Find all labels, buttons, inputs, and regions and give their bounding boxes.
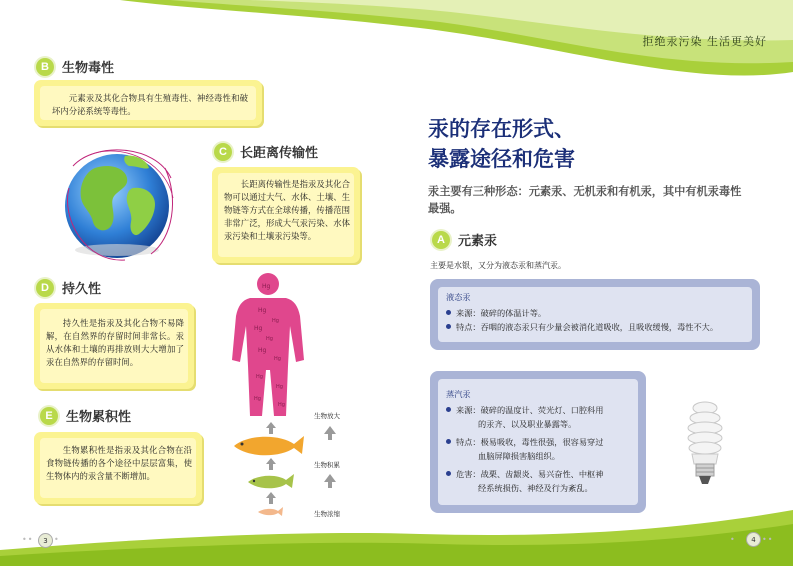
- section-e-header: [40, 406, 131, 425]
- vapor-mercury-box: [430, 371, 646, 513]
- slogan: 拒绝汞污染 生活更美好: [642, 35, 767, 48]
- svg-text:Hg: Hg: [258, 307, 267, 314]
- svg-text:Hg: Hg: [278, 402, 285, 408]
- main-title: [428, 114, 575, 174]
- page-dots-left: ••: [22, 535, 34, 544]
- page-dots-right-2: ••: [762, 535, 774, 544]
- section-c-title: 长距离传输性: [240, 146, 319, 161]
- accumulation-text: 生物累积性是指汞及其化合物在沿食物链传播的各个途径中层层富集，使生物体内的汞含量不断增加。: [46, 445, 192, 481]
- section-d-title: 持久性: [62, 282, 102, 297]
- svg-text:Hg: Hg: [272, 318, 279, 324]
- main-title-line1: 汞的存在形式、: [428, 117, 575, 141]
- human-body-figure: [228, 270, 308, 420]
- transport-box: [212, 167, 360, 263]
- svg-text:Hg: Hg: [254, 325, 263, 332]
- badge-d: D: [36, 279, 54, 297]
- label-bioconcentration: 生物浓缩: [314, 510, 340, 518]
- food-chain-fish: [228, 420, 308, 520]
- vapor-mercury-list: [446, 403, 636, 495]
- svg-text:Hg: Hg: [258, 347, 267, 354]
- page-number-left: 3: [38, 533, 53, 548]
- svg-text:Hg: Hg: [262, 283, 271, 290]
- globe-icon: [55, 138, 185, 273]
- list-item: 特点：极易吸收，毒性很强，很容易穿过 血脑屏障损害脑组织。: [446, 435, 636, 463]
- page-dots-left-2: •: [54, 535, 60, 544]
- label-bioaccumulation: 生物积累: [314, 461, 340, 469]
- svg-text:Hg: Hg: [276, 384, 283, 390]
- liquid-mercury-box: [430, 279, 760, 350]
- badge-c: C: [214, 143, 232, 161]
- svg-text:Hg: Hg: [266, 336, 273, 342]
- up-arrows: [322, 418, 338, 518]
- list-item: 来源：破碎的体温计等。: [446, 306, 718, 320]
- vapor-mercury-heading: 蒸汽汞: [446, 389, 471, 399]
- accumulation-box: [34, 432, 202, 504]
- svg-text:Hg: Hg: [274, 356, 281, 362]
- footer-swoosh: [0, 500, 793, 566]
- section-a-title: 元素汞: [458, 234, 498, 249]
- section-b-title: 生物毒性: [62, 61, 115, 76]
- toxicity-box: [34, 80, 262, 126]
- list-item: 来源：破碎的温度计、荧光灯、口腔科用 的汞齐、以及职业暴露等。: [446, 403, 636, 431]
- persistence-text: 持久性是指汞及其化合物不易降解，在自然界的存留时间非常长。汞从水体和土壤的再排放则大大增加了汞在自然界的存留时间。: [46, 318, 184, 367]
- page-dots-right: •: [730, 535, 736, 544]
- section-a-header: [432, 230, 497, 249]
- toxicity-text: 元素汞及其化合物具有生殖毒性、神经毒性和破坏内分泌系统等毒性。: [52, 93, 248, 116]
- badge-a: A: [432, 231, 450, 249]
- svg-text:Hg: Hg: [254, 396, 261, 402]
- element-mercury-desc: 主要是水银，又分为液态汞和蒸汽汞。: [430, 261, 566, 270]
- label-biomagnification: 生物放大: [314, 412, 340, 420]
- persistence-box: [34, 303, 194, 389]
- list-item: 特点：吞咽的液态汞只有少量会被消化道吸收，且吸收缓慢，毒性不大。: [446, 320, 718, 334]
- section-e-title: 生物累积性: [66, 410, 132, 425]
- lightbulb-icon: [672, 398, 738, 490]
- main-title-line2: 暴露途径和危害: [428, 147, 575, 171]
- liquid-mercury-list: [446, 306, 718, 334]
- liquid-mercury-heading: 液态汞: [446, 292, 471, 302]
- badge-e: E: [40, 407, 58, 425]
- intro-text: 汞主要有三种形态：元素汞、无机汞和有机汞，其中有机汞毒性最强。: [428, 185, 742, 215]
- page-number-right: 4: [746, 532, 761, 547]
- section-d-header: [36, 278, 101, 297]
- list-item: 危害：战栗、齿龈炎、易兴奋性、中枢神 经系统损伤、神经及行为紊乱。: [446, 467, 636, 495]
- badge-b: B: [36, 58, 54, 76]
- svg-text:Hg: Hg: [256, 374, 263, 380]
- section-b-header: [36, 57, 114, 76]
- section-c-header: [214, 142, 318, 161]
- transport-text: 长距离传输性是指汞及其化合物可以通过大气、水体、土壤、生物链等方式在全球传播，传播范围非常广泛，形成大气汞污染、水体汞污染和土壤汞污染等。: [224, 179, 350, 241]
